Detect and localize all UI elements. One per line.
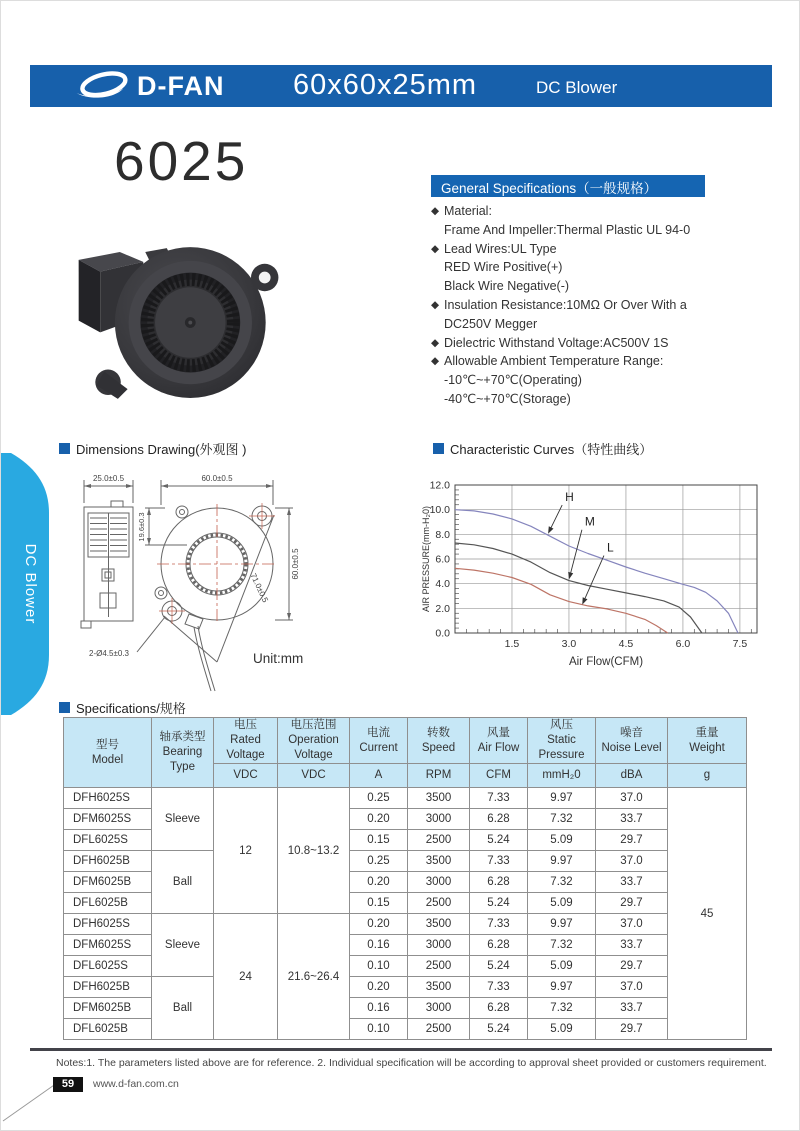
- characteristic-curves-chart: [419, 469, 787, 671]
- cell-value: 2500: [408, 1019, 470, 1040]
- cell-model: DFM6025S: [64, 809, 152, 830]
- section-dimensions: [59, 439, 246, 458]
- spec-line-indent: [431, 221, 444, 240]
- cell-value: 7.33: [470, 788, 528, 809]
- cell-value: 2500: [408, 893, 470, 914]
- column-header: 电压 Rated Voltage: [214, 718, 278, 764]
- cell-bearing-type: Sleeve: [152, 914, 214, 977]
- section-specifications-label: Specifications/规格: [76, 701, 186, 716]
- cell-value: 0.16: [350, 998, 408, 1019]
- column-header: 重量 Weight: [668, 718, 747, 764]
- cell-model: DFL6025S: [64, 956, 152, 977]
- cell-model: DFH6025B: [64, 977, 152, 998]
- svg-text:0.0: 0.0: [435, 627, 450, 640]
- header-bar: [30, 65, 772, 107]
- cell-rated-voltage: 12: [214, 788, 278, 914]
- spec-line-text: Insulation Resistance:10MΩ Or Over With a: [444, 297, 687, 312]
- spec-line: [431, 258, 776, 277]
- cell-value: 0.25: [350, 788, 408, 809]
- column-unit: VDC: [214, 764, 278, 788]
- svg-text:6.0: 6.0: [675, 638, 691, 650]
- side-tab-dc-blower: [1, 453, 49, 715]
- column-header: 转数 Speed: [408, 718, 470, 764]
- section-curves-label: Characteristic Curves（特性曲线）: [450, 442, 653, 457]
- svg-text:8.0: 8.0: [435, 528, 450, 541]
- cell-value: 7.32: [528, 998, 596, 1019]
- cell-value: 5.24: [470, 830, 528, 851]
- cell-value: 37.0: [596, 977, 668, 998]
- cell-rated-voltage: 24: [214, 914, 278, 1040]
- cell-value: 6.28: [470, 809, 528, 830]
- svg-text:AIR PRESSURE(mm-H₂0): AIR PRESSURE(mm-H₂0): [421, 505, 431, 613]
- section-bullet-icon: [59, 702, 70, 713]
- svg-text:7.5: 7.5: [732, 638, 748, 650]
- spec-line-text: Frame And Impeller:Thermal Plastic UL 94-0: [444, 222, 691, 237]
- spec-line: [431, 390, 776, 409]
- column-header: 电流 Current: [350, 718, 408, 764]
- spec-line: [431, 221, 776, 240]
- section-specifications: [59, 698, 186, 717]
- cell-value: 5.09: [528, 830, 596, 851]
- spec-line-indent: [431, 258, 444, 277]
- svg-text:M: M: [584, 514, 595, 529]
- dim-front-height: 60.0±0.5: [291, 548, 300, 580]
- cell-value: 0.25: [350, 851, 408, 872]
- spec-line: [431, 371, 776, 390]
- svg-text:4.5: 4.5: [618, 638, 634, 650]
- spec-line-indent: [431, 315, 444, 334]
- cell-value: 5.09: [528, 893, 596, 914]
- cell-value: 3500: [408, 914, 470, 935]
- side-tab-label: DC Blower: [22, 543, 39, 625]
- cell-value: 0.20: [350, 914, 408, 935]
- cell-value: 29.7: [596, 1019, 668, 1040]
- cell-value: 7.32: [528, 809, 596, 830]
- cell-value: 3500: [408, 851, 470, 872]
- cell-value: 37.0: [596, 851, 668, 872]
- table-row: [64, 851, 747, 872]
- cell-value: 0.15: [350, 893, 408, 914]
- spec-line: [431, 352, 776, 371]
- page-title-product: DC Blower: [536, 78, 618, 97]
- cell-value: 7.32: [528, 872, 596, 893]
- spec-line-text: -40℃~+70℃(Storage): [444, 391, 571, 406]
- column-unit: CFM: [470, 764, 528, 788]
- column-header: 风压 Static Pressure: [528, 718, 596, 764]
- cell-value: 33.7: [596, 935, 668, 956]
- cell-value: 37.0: [596, 788, 668, 809]
- dimensions-drawing: [61, 469, 411, 697]
- column-header: 风量 Air Flow: [470, 718, 528, 764]
- spec-line: [431, 296, 776, 315]
- svg-text:10.0: 10.0: [429, 504, 450, 517]
- table-row: [64, 977, 747, 998]
- cell-value: 29.7: [596, 893, 668, 914]
- spec-line: [431, 315, 776, 334]
- dim-holes: 2-Ø4.5±0.3: [89, 649, 129, 658]
- column-unit: dBA: [596, 764, 668, 788]
- cell-value: 9.97: [528, 788, 596, 809]
- cell-model: DFM6025S: [64, 935, 152, 956]
- cell-value: 0.20: [350, 977, 408, 998]
- brand-logo: [74, 70, 225, 102]
- cell-model: DFH6025B: [64, 851, 152, 872]
- dim-diagonal: 71.0±0.5: [248, 571, 270, 604]
- corner-line: [1, 1073, 61, 1125]
- page-title-size: 60x60x25mm: [293, 69, 478, 101]
- column-header: 型号 Model: [64, 718, 152, 788]
- svg-text:H: H: [565, 490, 574, 505]
- cell-value: 9.97: [528, 914, 596, 935]
- cell-value: 3000: [408, 998, 470, 1019]
- spec-line-indent: [431, 390, 444, 409]
- cell-value: 3500: [408, 788, 470, 809]
- cell-operation-voltage: 10.8~13.2: [278, 788, 350, 914]
- website-text: www.d-fan.com.cn: [93, 1078, 179, 1090]
- column-header: 噪音 Noise Level: [596, 718, 668, 764]
- cell-value: 0.20: [350, 809, 408, 830]
- dim-inlet-offset: 19.6±0.3: [137, 512, 146, 542]
- drawing-unit-label: Unit:mm: [253, 651, 304, 666]
- spec-line-text: -10℃~+70℃(Operating): [444, 373, 582, 388]
- cell-value: 9.97: [528, 977, 596, 998]
- cell-value: 9.97: [528, 851, 596, 872]
- cell-value: 5.24: [470, 956, 528, 977]
- cell-value: 29.7: [596, 956, 668, 977]
- cell-value: 33.7: [596, 872, 668, 893]
- diamond-bullet-icon: ◆: [431, 355, 440, 368]
- cell-bearing-type: Ball: [152, 851, 214, 914]
- spec-line-indent: [431, 277, 444, 296]
- column-unit: RPM: [408, 764, 470, 788]
- column-unit: A: [350, 764, 408, 788]
- cell-value: 0.10: [350, 956, 408, 977]
- brand-name: D-FAN: [137, 70, 225, 101]
- blower-product-image: [63, 203, 298, 399]
- cell-bearing-type: Ball: [152, 977, 214, 1040]
- column-header: 电压范围 Operation Voltage: [278, 718, 350, 764]
- cell-value: 33.7: [596, 809, 668, 830]
- cell-value: 0.10: [350, 1019, 408, 1040]
- page-number-badge: 59: [53, 1077, 83, 1092]
- section-bullet-icon: [433, 443, 444, 454]
- cell-model: DFH6025S: [64, 914, 152, 935]
- general-specs-title: General Specifications（一般规格）: [431, 175, 705, 197]
- svg-text:12.0: 12.0: [429, 479, 450, 492]
- dim-front-width: 60.0±0.5: [201, 474, 233, 483]
- cell-value: 7.32: [528, 935, 596, 956]
- section-dimensions-label: Dimensions Drawing(外观图 ): [76, 442, 247, 457]
- spec-line: [431, 202, 776, 221]
- svg-text:6.0: 6.0: [435, 553, 450, 566]
- specifications-table: [63, 717, 747, 1040]
- cell-value: 2500: [408, 956, 470, 977]
- spec-line: [431, 277, 776, 296]
- spec-line-text: DC250V Megger: [444, 316, 538, 331]
- cell-model: DFL6025B: [64, 1019, 152, 1040]
- cell-value: 37.0: [596, 914, 668, 935]
- spec-line-text: Black Wire Negative(-): [444, 279, 570, 294]
- cell-bearing-type: Sleeve: [152, 788, 214, 851]
- cell-value: 33.7: [596, 998, 668, 1019]
- cell-value: 6.28: [470, 935, 528, 956]
- cell-value: 5.24: [470, 1019, 528, 1040]
- section-bullet-icon: [59, 443, 70, 454]
- cell-value: 2500: [408, 830, 470, 851]
- notes-text: Notes:1. The parameters listed above are for reference. 2. Individual specification will be according to approval sheet provided or customers requirement.: [56, 1057, 767, 1069]
- cell-value: 7.33: [470, 851, 528, 872]
- svg-text:L: L: [606, 540, 614, 555]
- table-row: [64, 788, 747, 809]
- spec-line-text: Lead Wires:UL Type: [444, 241, 557, 256]
- cell-value: 5.09: [528, 956, 596, 977]
- svg-text:4.0: 4.0: [435, 578, 450, 591]
- cell-model: DFL6025B: [64, 893, 152, 914]
- spec-line-text: Dielectric Withstand Voltage:AC500V 1S: [444, 335, 669, 350]
- cell-model: DFM6025B: [64, 998, 152, 1019]
- general-specs-list: [431, 202, 776, 409]
- cell-value: 7.33: [470, 914, 528, 935]
- cell-value: 3000: [408, 935, 470, 956]
- diamond-bullet-icon: ◆: [431, 298, 440, 311]
- cell-value: 0.20: [350, 872, 408, 893]
- spec-line-text: Material:: [444, 204, 492, 218]
- spec-line: [431, 240, 776, 259]
- cell-weight: 45: [668, 788, 747, 1040]
- cell-model: DFM6025B: [64, 872, 152, 893]
- spec-line-indent: [431, 371, 444, 390]
- diamond-bullet-icon: ◆: [431, 336, 440, 349]
- cell-value: 3000: [408, 809, 470, 830]
- cell-value: 3000: [408, 872, 470, 893]
- spec-line: [431, 334, 776, 353]
- cell-value: 0.15: [350, 830, 408, 851]
- dim-side-width: 25.0±0.5: [92, 474, 125, 483]
- column-header: 轴承类型 Bearing Type: [152, 718, 214, 788]
- footer-rule: [30, 1048, 772, 1051]
- cell-model: DFH6025S: [64, 788, 152, 809]
- cell-value: 6.28: [470, 872, 528, 893]
- table-row: [64, 914, 747, 935]
- section-curves: [433, 439, 652, 458]
- svg-text:1.5: 1.5: [504, 638, 520, 650]
- brand-swoosh-icon: [74, 70, 132, 102]
- cell-operation-voltage: 21.6~26.4: [278, 914, 350, 1040]
- svg-text:3.0: 3.0: [561, 638, 577, 650]
- column-unit: mmH₂0: [528, 764, 596, 788]
- cell-value: 6.28: [470, 998, 528, 1019]
- column-unit: g: [668, 764, 747, 788]
- model-number-heading: 6025: [114, 130, 249, 192]
- diamond-bullet-icon: ◆: [431, 242, 440, 255]
- cell-value: 5.09: [528, 1019, 596, 1040]
- column-unit: VDC: [278, 764, 350, 788]
- cell-value: 5.24: [470, 893, 528, 914]
- svg-text:2.0: 2.0: [435, 602, 450, 615]
- spec-line-text: Allowable Ambient Temperature Range:: [444, 354, 664, 369]
- svg-text:Air Flow(CFM): Air Flow(CFM): [568, 656, 644, 668]
- spec-line-text: RED Wire Positive(+): [444, 260, 563, 275]
- cell-value: 29.7: [596, 830, 668, 851]
- diamond-bullet-icon: ◆: [431, 205, 440, 217]
- cell-value: 3500: [408, 977, 470, 998]
- cell-model: DFL6025S: [64, 830, 152, 851]
- cell-value: 7.33: [470, 977, 528, 998]
- cell-value: 0.16: [350, 935, 408, 956]
